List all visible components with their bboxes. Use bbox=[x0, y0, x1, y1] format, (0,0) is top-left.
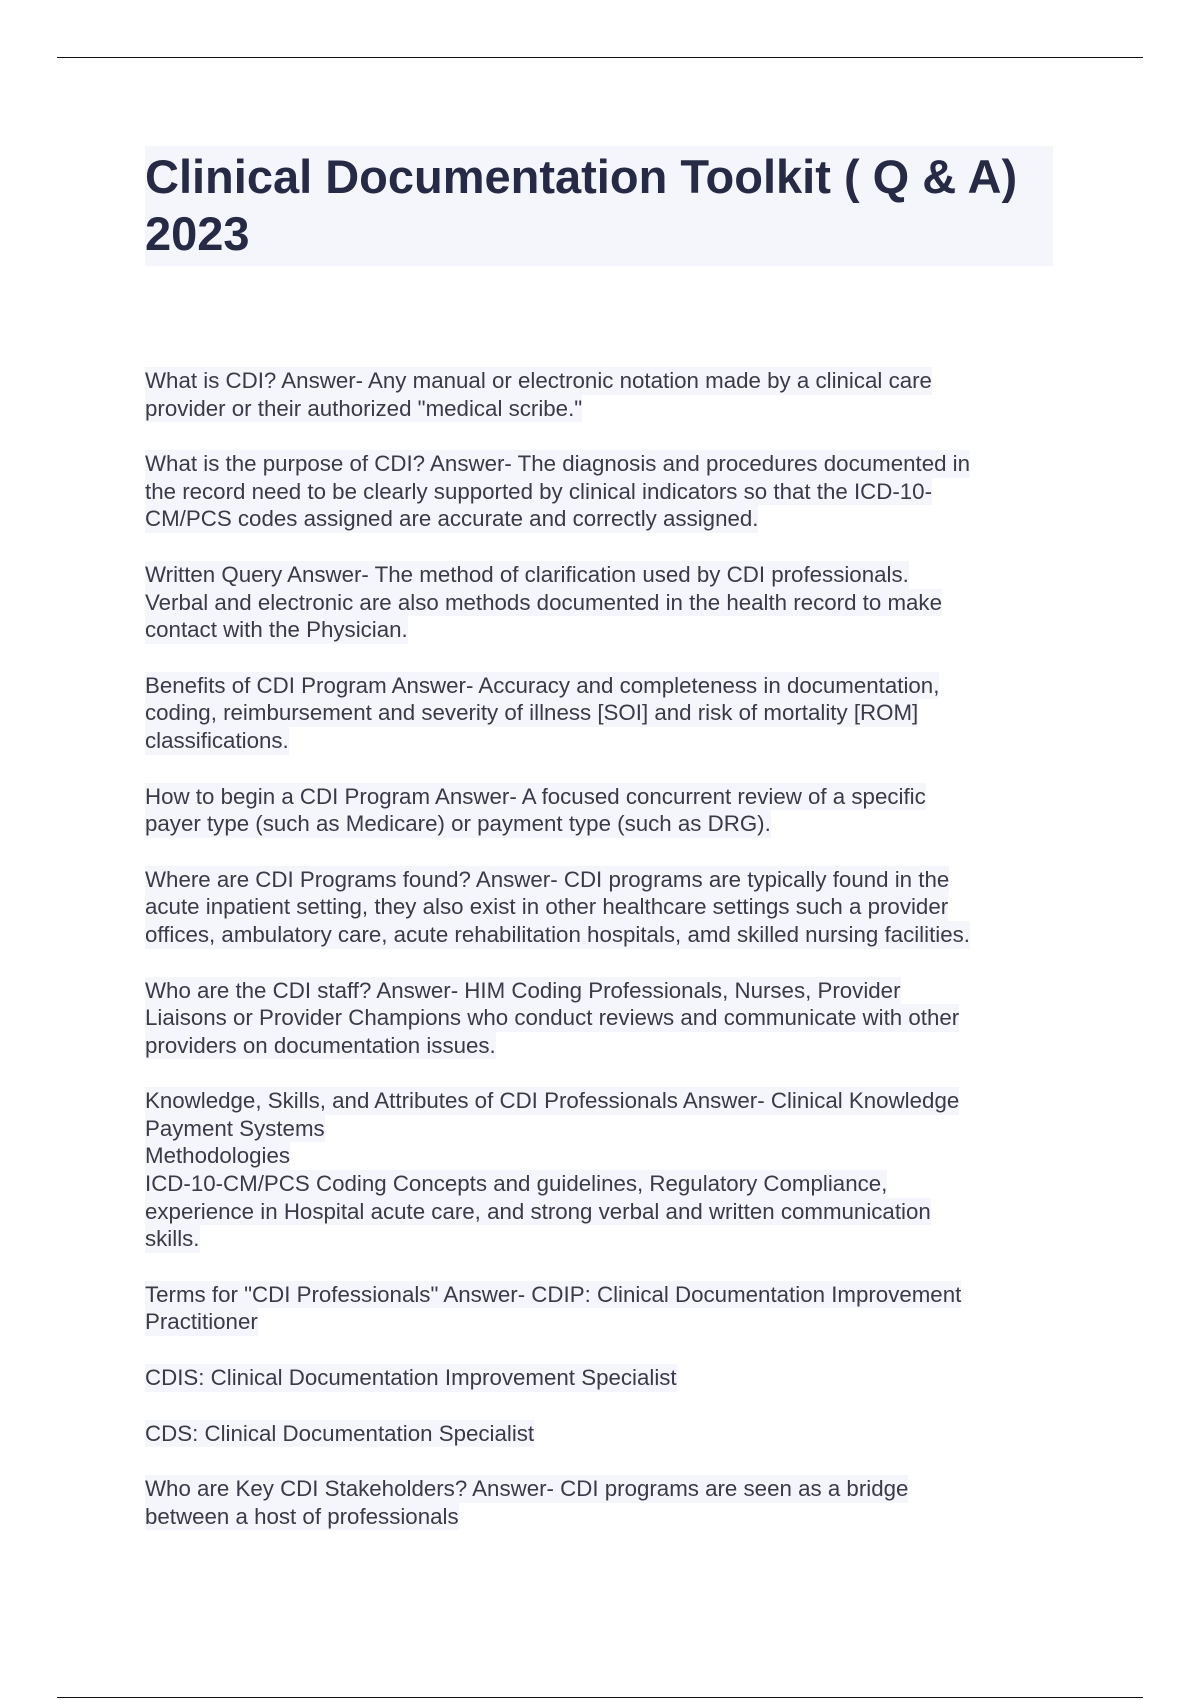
qa-entry bbox=[145, 672, 1065, 755]
qa-entry-line: Terms for "CDI Professionals" Answer- CDIP: Clinical Documentation Improvement bbox=[145, 1281, 962, 1307]
qa-entry-line: Benefits of CDI Program Answer- Accuracy and completeness in documentation, bbox=[145, 672, 940, 698]
qa-entry-line: Verbal and electronic are also methods documented in the health record to make bbox=[145, 589, 942, 615]
qa-entry-line: between a host of professionals bbox=[145, 1503, 459, 1529]
qa-entry-line: Liaisons or Provider Champions who conduct reviews and communicate with other bbox=[145, 1005, 960, 1031]
qa-entry bbox=[145, 783, 1065, 838]
qa-entry bbox=[145, 866, 1065, 949]
qa-entry-line: payer type (such as Medicare) or payment type (such as DRG). bbox=[145, 811, 771, 837]
qa-entry-line: offices, ambulatory care, acute rehabilitation hospitals, amd skilled nursing facilities. bbox=[145, 921, 970, 947]
qa-entry-line: provider or their authorized "medical scribe." bbox=[145, 395, 583, 421]
qa-entry bbox=[145, 1420, 1065, 1448]
qa-entry-line: experience in Hospital acute care, and strong verbal and written communication bbox=[145, 1198, 931, 1224]
qa-entry-line: What is CDI? Answer- Any manual or electronic notation made by a clinical care bbox=[145, 368, 932, 393]
qa-entry-line: Written Query Answer- The method of clarification used by CDI professionals. bbox=[145, 561, 909, 587]
qa-entry-line: Practitioner bbox=[145, 1309, 258, 1335]
qa-entry-line: the record need to be clearly supported by clinical indicators so that the ICD-10- bbox=[145, 478, 932, 504]
qa-entry-line: Where are CDI Programs found? Answer- CDI programs are typically found in the bbox=[145, 866, 950, 892]
qa-entry-line: coding, reimbursement and severity of illness [SOI] and risk of mortality [ROM] bbox=[145, 700, 919, 726]
qa-list bbox=[145, 367, 1065, 1558]
title-line-2: 2023 bbox=[145, 207, 250, 260]
qa-entry-line: What is the purpose of CDI? Answer- The diagnosis and procedures documented in bbox=[145, 451, 971, 477]
qa-entry-line: acute inpatient setting, they also exist in other healthcare settings such a provider bbox=[145, 894, 949, 920]
qa-entry bbox=[145, 1475, 1065, 1530]
qa-entry-line: Who are the CDI staff? Answer- HIM Coding Professionals, Nurses, Provider bbox=[145, 977, 901, 1003]
qa-entry bbox=[145, 561, 1065, 644]
qa-entry bbox=[145, 367, 1065, 422]
qa-entry-line: contact with the Physician. bbox=[145, 617, 408, 643]
qa-entry bbox=[145, 1281, 1065, 1336]
qa-entry bbox=[145, 977, 1065, 1060]
document-title bbox=[145, 146, 1053, 266]
qa-entry-line: How to begin a CDI Program Answer- A focused concurrent review of a specific bbox=[145, 783, 926, 809]
qa-entry bbox=[145, 450, 1065, 533]
footer-rule bbox=[57, 1697, 1143, 1698]
qa-entry-line: CDIS: Clinical Documentation Improvement Specialist bbox=[145, 1365, 677, 1391]
qa-entry-line: classifications. bbox=[145, 727, 289, 753]
qa-entry-line: Who are Key CDI Stakeholders? Answer- CDI programs are seen as a bridge bbox=[145, 1476, 909, 1502]
qa-entry bbox=[145, 1364, 1065, 1392]
qa-entry-line: CM/PCS codes assigned are accurate and correctly assigned. bbox=[145, 506, 759, 532]
qa-entry-line: Knowledge, Skills, and Attributes of CDI Professionals Answer- Clinical Knowledge bbox=[145, 1088, 960, 1114]
qa-entry bbox=[145, 1087, 1065, 1253]
qa-entry-line: Payment Systems bbox=[145, 1115, 325, 1141]
qa-entry-line: CDS: Clinical Documentation Specialist bbox=[145, 1420, 535, 1446]
qa-entry-line: skills. bbox=[145, 1226, 200, 1252]
qa-entry-line: providers on documentation issues. bbox=[145, 1032, 496, 1058]
header-rule bbox=[57, 57, 1143, 58]
qa-entry-line: Methodologies bbox=[145, 1143, 291, 1169]
title-line-1: Clinical Documentation Toolkit ( Q & A) bbox=[145, 150, 1018, 203]
qa-entry-line: ICD-10-CM/PCS Coding Concepts and guidelines, Regulatory Compliance, bbox=[145, 1171, 888, 1197]
